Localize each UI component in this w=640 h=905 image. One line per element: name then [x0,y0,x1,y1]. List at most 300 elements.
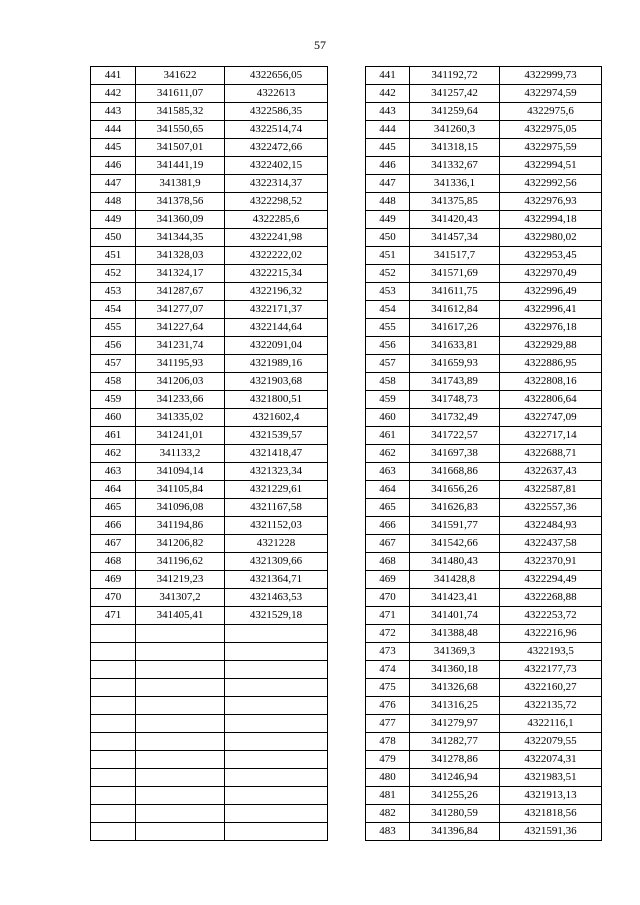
table-row [91,211,328,229]
point-number-cell [91,805,136,823]
y-coordinate-cell: 4322484,93 [500,517,602,535]
y-coordinate-cell [225,805,328,823]
table-row [91,553,328,571]
table-row [366,499,602,517]
table-row [366,139,602,157]
x-coordinate-cell: 341318,15 [410,139,500,157]
table-row [91,661,328,679]
x-coordinate-cell: 341743,89 [410,373,500,391]
x-coordinate-cell [136,751,225,769]
y-coordinate-cell: 4322976,18 [500,319,602,337]
x-coordinate-cell: 341219,23 [136,571,225,589]
x-coordinate-cell: 341279,97 [410,715,500,733]
y-coordinate-cell: 4322285,6 [225,211,328,229]
point-number-cell: 461 [366,427,410,445]
point-number-cell: 463 [91,463,136,481]
y-coordinate-cell: 4322980,02 [500,229,602,247]
point-number-cell: 452 [366,265,410,283]
x-coordinate-cell [136,769,225,787]
y-coordinate-cell: 4321228 [225,535,328,553]
x-coordinate-cell: 341656,26 [410,481,500,499]
y-coordinate-cell: 4322994,18 [500,211,602,229]
table-row [91,373,328,391]
y-coordinate-cell: 4321229,61 [225,481,328,499]
x-coordinate-cell: 341401,74 [410,607,500,625]
y-coordinate-cell: 4322177,73 [500,661,602,679]
y-coordinate-cell: 4322975,05 [500,121,602,139]
table-row [91,625,328,643]
point-number-cell: 442 [91,85,136,103]
x-coordinate-cell: 341105,84 [136,481,225,499]
table-row [366,571,602,589]
y-coordinate-cell: 4322253,72 [500,607,602,625]
y-coordinate-cell: 4321913,13 [500,787,602,805]
table-row [91,805,328,823]
table-row [366,409,602,427]
point-number-cell: 467 [91,535,136,553]
point-number-cell [91,643,136,661]
x-coordinate-cell: 341094,14 [136,463,225,481]
x-coordinate-cell: 341316,25 [410,697,500,715]
y-coordinate-cell: 4322586,35 [225,103,328,121]
x-coordinate-cell: 341133,2 [136,445,225,463]
point-number-cell: 474 [366,661,410,679]
table-row [91,643,328,661]
table-body [91,67,328,841]
table-row [366,589,602,607]
point-number-cell: 441 [91,67,136,85]
table-row [91,139,328,157]
table-row [366,607,602,625]
table-body [366,67,602,841]
x-coordinate-cell: 341550,65 [136,121,225,139]
point-number-cell: 464 [91,481,136,499]
table-row [366,661,602,679]
table-row [91,157,328,175]
y-coordinate-cell: 4322587,81 [500,481,602,499]
point-number-cell: 456 [91,337,136,355]
point-number-cell: 445 [91,139,136,157]
point-number-cell: 479 [366,751,410,769]
x-coordinate-cell: 341441,19 [136,157,225,175]
table-row [366,517,602,535]
point-number-cell: 473 [366,643,410,661]
point-number-cell: 442 [366,85,410,103]
x-coordinate-cell: 341480,43 [410,553,500,571]
y-coordinate-cell: 4322976,93 [500,193,602,211]
x-coordinate-cell: 341206,82 [136,535,225,553]
point-number-cell [91,751,136,769]
y-coordinate-cell: 4322144,64 [225,319,328,337]
table-row [366,103,602,121]
table-row [91,445,328,463]
table-row [366,337,602,355]
table-row [366,193,602,211]
y-coordinate-cell: 4321463,53 [225,589,328,607]
x-coordinate-cell: 341542,66 [410,535,500,553]
y-coordinate-cell: 4321591,36 [500,823,602,841]
x-coordinate-cell: 341611,75 [410,283,500,301]
y-coordinate-cell: 4322116,1 [500,715,602,733]
point-number-cell: 443 [91,103,136,121]
point-number-cell: 478 [366,733,410,751]
y-coordinate-cell: 4321364,71 [225,571,328,589]
table-row [91,517,328,535]
y-coordinate-cell: 4322992,56 [500,175,602,193]
point-number-cell: 441 [366,67,410,85]
y-coordinate-cell [225,787,328,805]
y-coordinate-cell: 4322637,43 [500,463,602,481]
table-row [366,805,602,823]
point-number-cell: 443 [366,103,410,121]
table-row [91,607,328,625]
x-coordinate-cell: 341194,86 [136,517,225,535]
point-number-cell: 444 [366,121,410,139]
table-row [91,391,328,409]
table-row [91,337,328,355]
table-row [366,733,602,751]
x-coordinate-cell: 341612,84 [410,301,500,319]
x-coordinate-cell: 341622 [136,67,225,85]
point-number-cell: 454 [366,301,410,319]
coordinates-table-left [90,66,328,841]
point-number-cell [91,769,136,787]
page-number: 57 [314,38,326,52]
y-coordinate-cell [225,679,328,697]
y-coordinate-cell [225,733,328,751]
x-coordinate-cell: 341423,41 [410,589,500,607]
y-coordinate-cell: 4322241,98 [225,229,328,247]
point-number-cell: 449 [91,211,136,229]
point-number-cell: 459 [366,391,410,409]
x-coordinate-cell: 341096,08 [136,499,225,517]
point-number-cell: 454 [91,301,136,319]
table-row [91,229,328,247]
y-coordinate-cell: 4322222,02 [225,247,328,265]
x-coordinate-cell: 341227,64 [136,319,225,337]
point-number-cell [91,715,136,733]
y-coordinate-cell: 4322929,88 [500,337,602,355]
x-coordinate-cell: 341668,86 [410,463,500,481]
y-coordinate-cell: 4321983,51 [500,769,602,787]
x-coordinate-cell: 341405,41 [136,607,225,625]
x-coordinate-cell: 341420,43 [410,211,500,229]
point-number-cell [91,697,136,715]
point-number-cell: 453 [91,283,136,301]
y-coordinate-cell: 4322196,32 [225,283,328,301]
x-coordinate-cell: 341428,8 [410,571,500,589]
point-number-cell: 469 [366,571,410,589]
x-coordinate-cell: 341233,66 [136,391,225,409]
y-coordinate-cell: 4321167,58 [225,499,328,517]
table-row [91,535,328,553]
point-number-cell: 465 [366,499,410,517]
x-coordinate-cell [136,805,225,823]
table-row [366,247,602,265]
table-row [91,589,328,607]
x-coordinate-cell: 341335,02 [136,409,225,427]
y-coordinate-cell: 4322808,16 [500,373,602,391]
table-row [91,355,328,373]
point-number-cell: 483 [366,823,410,841]
point-number-cell: 449 [366,211,410,229]
point-number-cell: 457 [91,355,136,373]
table-row [91,679,328,697]
y-coordinate-cell [225,643,328,661]
y-coordinate-cell [225,751,328,769]
table-row [366,157,602,175]
x-coordinate-cell: 341332,67 [410,157,500,175]
point-number-cell [91,823,136,841]
point-number-cell: 446 [91,157,136,175]
point-number-cell [91,679,136,697]
y-coordinate-cell: 4321323,34 [225,463,328,481]
x-coordinate-cell: 341388,48 [410,625,500,643]
table-row [366,319,602,337]
y-coordinate-cell: 4322975,6 [500,103,602,121]
y-coordinate-cell: 4322806,64 [500,391,602,409]
table-row [91,409,328,427]
table-row [366,355,602,373]
x-coordinate-cell: 341360,18 [410,661,500,679]
point-number-cell: 482 [366,805,410,823]
x-coordinate-cell: 341260,3 [410,121,500,139]
table-row [91,499,328,517]
point-number-cell: 445 [366,139,410,157]
y-coordinate-cell: 4322717,14 [500,427,602,445]
x-coordinate-cell: 341517,7 [410,247,500,265]
y-coordinate-cell: 4321418,47 [225,445,328,463]
table-row [366,121,602,139]
table-row [366,481,602,499]
x-coordinate-cell: 341732,49 [410,409,500,427]
table-row [91,301,328,319]
table-row [366,535,602,553]
table-row [91,769,328,787]
point-number-cell: 452 [91,265,136,283]
point-number-cell: 455 [366,319,410,337]
point-number-cell: 477 [366,715,410,733]
y-coordinate-cell [225,769,328,787]
x-coordinate-cell: 341336,1 [410,175,500,193]
point-number-cell: 460 [366,409,410,427]
y-coordinate-cell: 4322996,41 [500,301,602,319]
x-coordinate-cell [136,823,225,841]
y-coordinate-cell: 4322974,59 [500,85,602,103]
y-coordinate-cell: 4322514,74 [225,121,328,139]
x-coordinate-cell: 341507,01 [136,139,225,157]
y-coordinate-cell: 4321800,51 [225,391,328,409]
x-coordinate-cell: 341457,34 [410,229,500,247]
x-coordinate-cell: 341324,17 [136,265,225,283]
y-coordinate-cell: 4321529,18 [225,607,328,625]
x-coordinate-cell: 341192,72 [410,67,500,85]
table-row [91,265,328,283]
table-row [91,427,328,445]
y-coordinate-cell: 4321989,16 [225,355,328,373]
point-number-cell: 476 [366,697,410,715]
y-coordinate-cell: 4321152,03 [225,517,328,535]
x-coordinate-cell: 341259,64 [410,103,500,121]
point-number-cell: 450 [91,229,136,247]
point-number-cell [91,787,136,805]
point-number-cell: 466 [366,517,410,535]
table-row [366,265,602,283]
point-number-cell: 447 [91,175,136,193]
x-coordinate-cell: 341369,3 [410,643,500,661]
table-row [91,175,328,193]
point-number-cell: 460 [91,409,136,427]
table-row [91,121,328,139]
y-coordinate-cell: 4322975,59 [500,139,602,157]
point-number-cell: 463 [366,463,410,481]
point-number-cell: 464 [366,481,410,499]
table-row [366,427,602,445]
point-number-cell: 462 [91,445,136,463]
x-coordinate-cell: 341231,74 [136,337,225,355]
point-number-cell: 455 [91,319,136,337]
y-coordinate-cell: 4322074,31 [500,751,602,769]
point-number-cell: 461 [91,427,136,445]
point-number-cell: 471 [366,607,410,625]
point-number-cell [91,733,136,751]
point-number-cell [91,661,136,679]
table-row [366,679,602,697]
table-row [366,697,602,715]
coordinates-table-right [365,66,602,841]
x-coordinate-cell: 341206,03 [136,373,225,391]
y-coordinate-cell: 4322294,49 [500,571,602,589]
y-coordinate-cell: 4322402,15 [225,157,328,175]
table-row [366,769,602,787]
y-coordinate-cell: 4321903,68 [225,373,328,391]
table-row [91,751,328,769]
y-coordinate-cell [225,625,328,643]
x-coordinate-cell: 341396,84 [410,823,500,841]
x-coordinate-cell: 341591,77 [410,517,500,535]
point-number-cell: 451 [91,247,136,265]
x-coordinate-cell: 341326,68 [410,679,500,697]
point-number-cell: 481 [366,787,410,805]
point-number-cell: 470 [366,589,410,607]
table-row [91,283,328,301]
point-number-cell: 467 [366,535,410,553]
y-coordinate-cell: 4322370,91 [500,553,602,571]
x-coordinate-cell [136,697,225,715]
x-coordinate-cell [136,643,225,661]
point-number-cell: 470 [91,589,136,607]
x-coordinate-cell: 341626,83 [410,499,500,517]
x-coordinate-cell: 341246,94 [410,769,500,787]
y-coordinate-cell [225,661,328,679]
point-number-cell: 453 [366,283,410,301]
table-row [366,175,602,193]
x-coordinate-cell: 341196,62 [136,553,225,571]
x-coordinate-cell: 341344,35 [136,229,225,247]
point-number-cell: 475 [366,679,410,697]
y-coordinate-cell: 4322472,66 [225,139,328,157]
x-coordinate-cell [136,679,225,697]
y-coordinate-cell: 4322996,49 [500,283,602,301]
x-coordinate-cell: 341375,85 [410,193,500,211]
x-coordinate-cell: 341617,26 [410,319,500,337]
x-coordinate-cell: 341282,77 [410,733,500,751]
y-coordinate-cell: 4322079,55 [500,733,602,751]
table-row [366,463,602,481]
x-coordinate-cell: 341255,26 [410,787,500,805]
point-number-cell: 465 [91,499,136,517]
table-row [91,481,328,499]
x-coordinate-cell: 341277,07 [136,301,225,319]
y-coordinate-cell: 4322437,58 [500,535,602,553]
table-row [91,571,328,589]
table-row [91,787,328,805]
point-number-cell: 480 [366,769,410,787]
y-coordinate-cell: 4322994,51 [500,157,602,175]
point-number-cell: 458 [366,373,410,391]
y-coordinate-cell: 4322656,05 [225,67,328,85]
y-coordinate-cell: 4322999,73 [500,67,602,85]
x-coordinate-cell: 341633,81 [410,337,500,355]
x-coordinate-cell: 341287,67 [136,283,225,301]
table-row [366,445,602,463]
point-number-cell: 447 [366,175,410,193]
y-coordinate-cell: 4322688,71 [500,445,602,463]
table-row [366,301,602,319]
y-coordinate-cell: 4322268,88 [500,589,602,607]
point-number-cell: 444 [91,121,136,139]
point-number-cell: 468 [91,553,136,571]
table-row [366,67,602,85]
table-row [91,733,328,751]
table-row [366,715,602,733]
x-coordinate-cell: 341748,73 [410,391,500,409]
y-coordinate-cell: 4322193,5 [500,643,602,661]
y-coordinate-cell: 4321818,56 [500,805,602,823]
x-coordinate-cell: 341722,57 [410,427,500,445]
point-number-cell: 462 [366,445,410,463]
y-coordinate-cell: 4322953,45 [500,247,602,265]
point-number-cell: 468 [366,553,410,571]
y-coordinate-cell: 4322747,09 [500,409,602,427]
point-number-cell: 466 [91,517,136,535]
y-coordinate-cell: 4322557,36 [500,499,602,517]
x-coordinate-cell: 341611,07 [136,85,225,103]
y-coordinate-cell: 4321602,4 [225,409,328,427]
table-row [91,247,328,265]
x-coordinate-cell: 341360,09 [136,211,225,229]
table-row [91,823,328,841]
x-coordinate-cell: 341585,32 [136,103,225,121]
point-number-cell: 446 [366,157,410,175]
table-row [366,553,602,571]
x-coordinate-cell: 341278,86 [410,751,500,769]
x-coordinate-cell: 341697,38 [410,445,500,463]
table-row [366,625,602,643]
y-coordinate-cell [225,715,328,733]
y-coordinate-cell: 4321309,66 [225,553,328,571]
x-coordinate-cell: 341328,03 [136,247,225,265]
y-coordinate-cell: 4322613 [225,85,328,103]
table-row [91,463,328,481]
y-coordinate-cell: 4322215,34 [225,265,328,283]
x-coordinate-cell: 341241,01 [136,427,225,445]
x-coordinate-cell: 341378,56 [136,193,225,211]
x-coordinate-cell: 341307,2 [136,589,225,607]
point-number-cell: 451 [366,247,410,265]
y-coordinate-cell [225,697,328,715]
table-row [366,751,602,769]
